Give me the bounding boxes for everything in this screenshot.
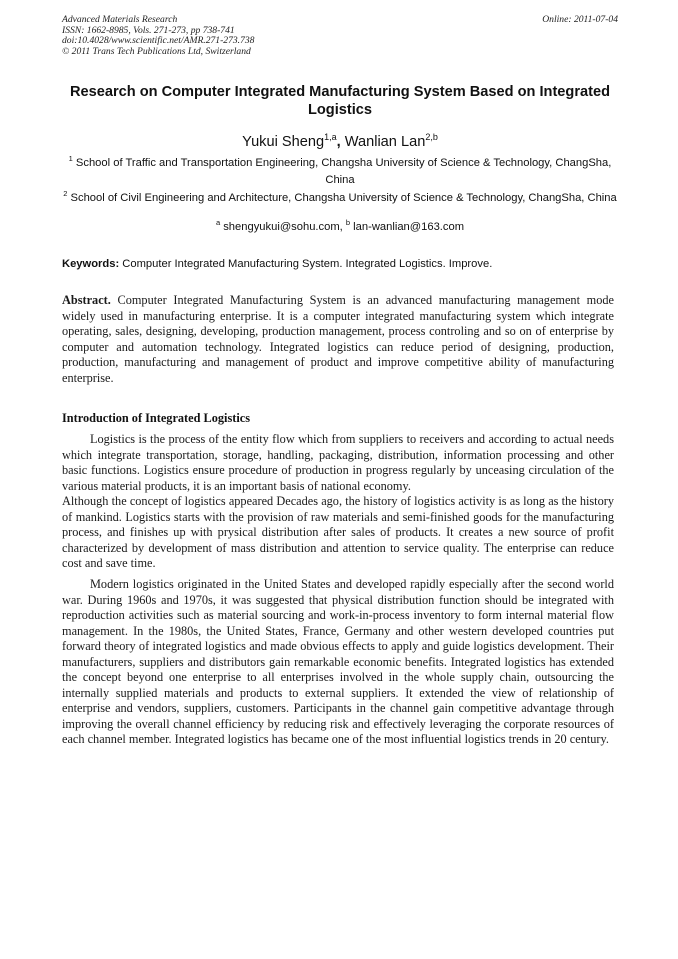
journal-name: Advanced Materials Research [62, 14, 178, 25]
author-1-name: Yukui Sheng [242, 134, 325, 150]
email-b: lan-wanlian@163.com [350, 221, 465, 233]
section-heading: Introduction of Integrated Logistics [62, 411, 250, 425]
doi-line: doi:10.4028/www.scientific.net/AMR.271-273.738 [62, 35, 255, 47]
abstract-text: Computer Integrated Manufacturing System is an advanced manufacturing management mode widely used in manufacturing enterprise. It is a computer integrated manufacturing system which integrate operating, sales, designing, developing, production management, process controling and so on of enterprise by computer and automation technology. Integrated logistics can reduce period of designing, production, production, manufacturing and management of product and improve competitive ability of manufacturing enterprise. [62, 293, 614, 385]
email-a: shengyukui@sohu.com, [220, 221, 346, 233]
issn-line: ISSN: 1662-8985, Vols. 271-273, pp 738-741 [62, 24, 235, 36]
author-separator: , [336, 134, 345, 150]
author-emails [62, 219, 618, 236]
author-2-affiliation-mark: 2,b [425, 132, 438, 142]
paragraph-1 [62, 432, 614, 572]
affiliation-1-number: 1 [68, 154, 73, 163]
email-b-mark: b [345, 218, 351, 227]
abstract-label: Abstract. [62, 293, 111, 307]
journal-header [62, 15, 618, 57]
copyright-line: © 2011 Trans Tech Publications Ltd, Switzerland [62, 45, 251, 57]
affiliation-2-text: School of Civil Engineering and Architecture, Changsha University of Science & Technology, ChangSha, China [67, 192, 617, 204]
abstract [62, 293, 614, 386]
paragraph-2: Modern logistics originated in the United States and developed rapidly especially after the second world war. During 1960s and 1970s, it was suggested that physical distribution function should be integrated with reproduction activities such as material sourcing and work-in-process inventory to form internal material flow management. In the 1980s, the United States, France, Germany and other western developed countries put forward theory of integrated logistics and made obvious effects to apply and guide logistics development. Their manufacturers, suppliers and distributors gain remarkable economic benefits. Integrated logistics has extended the concept beyond one enterprise to all enterprises involved in the whole supply chain, outsourcing the internally supplied materials and products to external suppliers. It extended the view of relationship of enterprise and vendors, suppliers, customers. Participants in the channel gain competitive advantage through improving the overall channel efficiency by reducing risk and effectively leveraging the corporate resources of each channel member. Integrated logistics has became one of the most influential logistics trends in 20 century. [62, 577, 614, 746]
email-a-mark: a [215, 218, 221, 227]
author-2-name: Wanlian Lan [344, 134, 426, 150]
paragraph-1-indented: Logistics is the process of the entity flow which from suppliers to receivers and according to actual needs which integrate transportation, storage, handling, packaging, distribution, information processing and other basic functions. Logistics ensure procedure of production in progress regularly by unceasing circulation of the various material products, it is an important basis of national economy. [62, 432, 614, 493]
affiliation-1-text: School of Traffic and Transportation Engineering, Changsha University of Science & Technology, ChangSha, China [72, 157, 612, 186]
affiliation-1 [62, 155, 618, 188]
paper-title: Research on Computer Integrated Manufacturing System Based on Integrated Logistics [69, 84, 611, 118]
affiliation-2 [62, 190, 618, 207]
keywords-text: Computer Integrated Manufacturing System. Integrated Logistics. Improve. [119, 258, 493, 270]
paragraph-1-continued: Although the concept of logistics appeared Decades ago, the history of logistics activity is as long as the history of mankind. Logistics starts with the provision of raw materials and semi-finished goods for the manufacturing process, and finishes up with prysical distribution after sales of products. It creates a new source of profit characterized by development of mass distribution and attention to service quality. The enterprise can reduce cost and save time. [62, 494, 614, 570]
author-line [62, 133, 618, 151]
author-1-affiliation-mark: 1,a [324, 132, 337, 142]
keywords [62, 256, 618, 272]
keywords-label: Keywords: [62, 258, 120, 270]
online-date: Online: 2011-07-04 [542, 14, 618, 25]
affiliation-2-number: 2 [63, 189, 68, 198]
